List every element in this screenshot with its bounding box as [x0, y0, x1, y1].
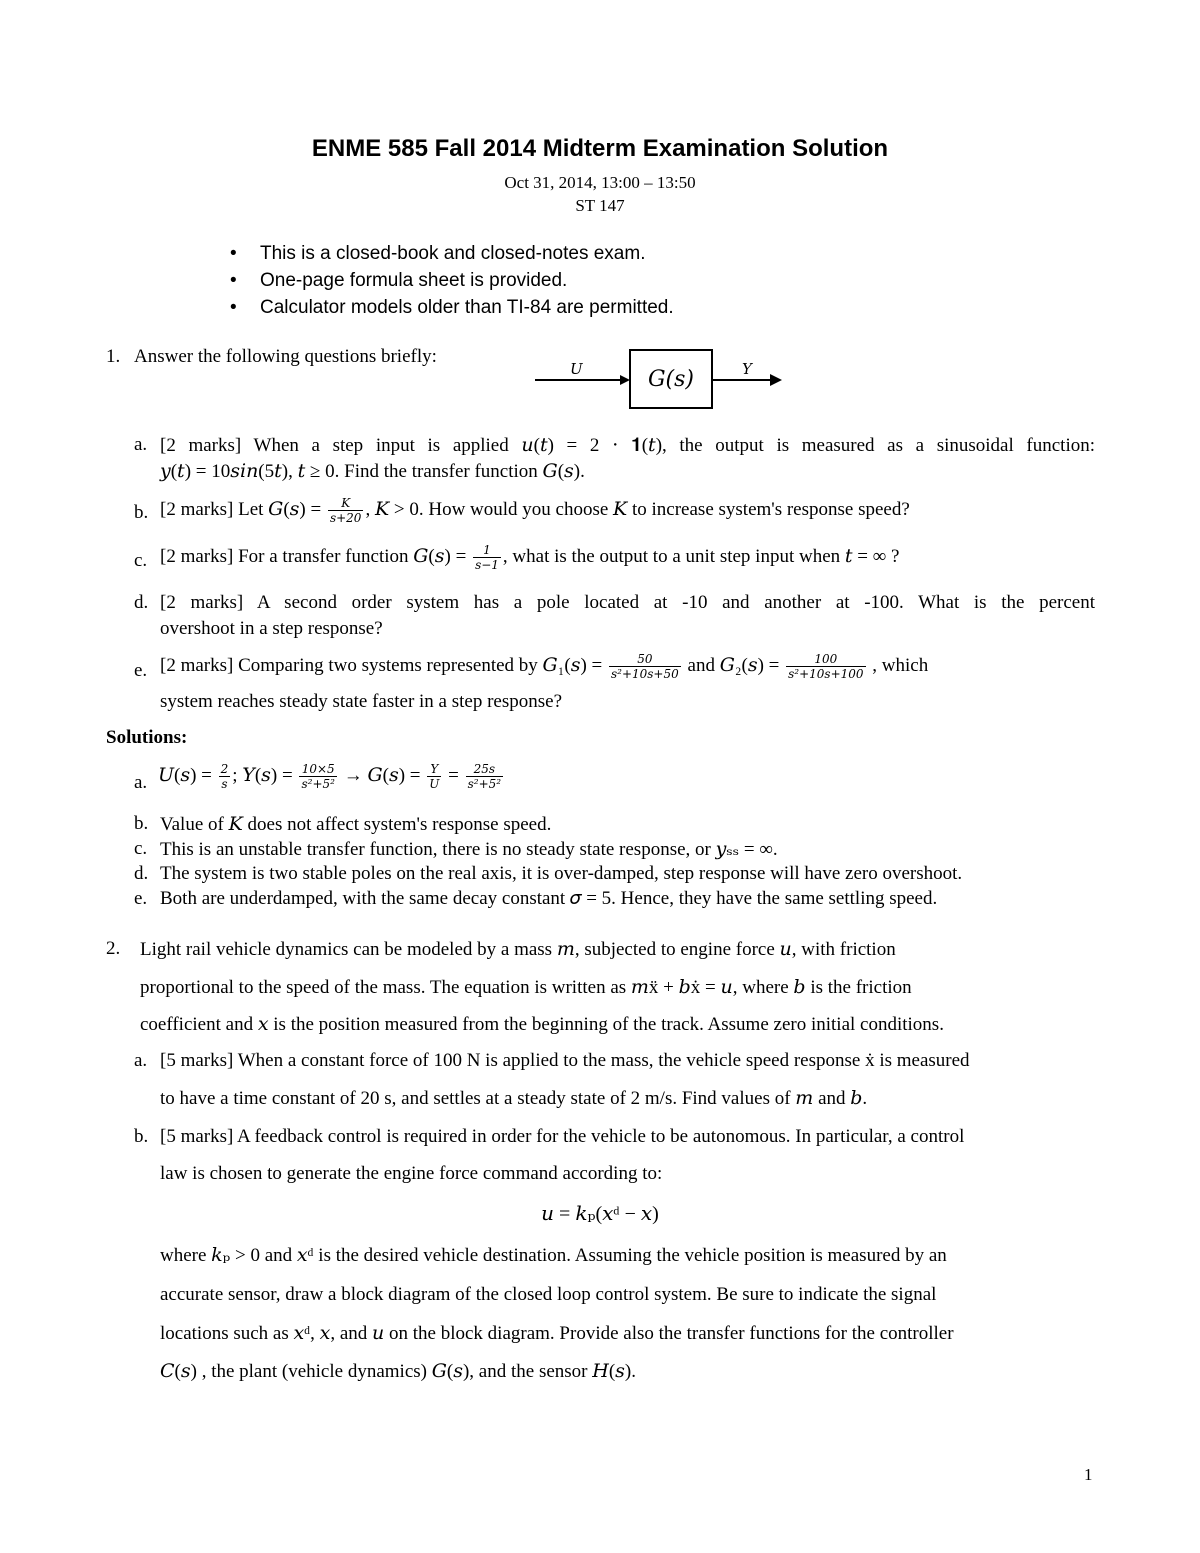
q2-number: 2.: [106, 938, 121, 959]
q2a-label: a.: [134, 1050, 148, 1071]
sol-b-text: Value of 𝐾 does not affect system's response speed.: [160, 814, 552, 835]
exam-room: ST 147: [575, 196, 625, 215]
block-diagram: [520, 340, 800, 420]
sol-e-label: e.: [134, 888, 148, 909]
page-title: ENME 585 Fall 2014 Midterm Examination Solution: [311, 135, 889, 162]
q2b-text-line2: law is chosen to generate the engine force command according to:: [160, 1163, 663, 1184]
sol-c-label: c.: [134, 838, 148, 859]
q1a-text-line1: [2 marks] When a step input is applied 𝑢(𝑡) = 2 ⋅ 𝟏(𝑡), the output is measured as a sinusoidal function:: [160, 435, 1095, 456]
exam-date: Oct 31, 2014, 13:00 – 13:50: [504, 173, 696, 192]
fraction: $\frac{K}{s+20}$: [329, 496, 362, 525]
q1a-text-line2: 𝑦(𝑡) = 10𝑠𝑖𝑛(5𝑡), 𝑡 ≥ 0. Find the transfer function 𝐺(𝑠).: [160, 461, 585, 482]
fraction: $\frac{50}{\text{s²+10s+50}}$: [610, 652, 679, 681]
q1d-text-line2: overshoot in a step response?: [160, 618, 383, 639]
q1b-text: [2 marks] Let 𝐺(𝑠) = $\frac{K}{s+20}$ , 𝐾 > 0. How would you choose 𝐾 to increase system's response speed?: [160, 496, 910, 525]
fraction: $\frac{1}{s-1}$: [475, 543, 499, 572]
q1e-text-line1: [2 marks] Comparing two systems represented by 𝐺₁(𝑠) = $\frac{50}{\text{s²+10s+50}}$ and 𝐺₂(𝑠) = $\frac{100}{\text{s²+10s+100}}$ , which: [160, 652, 929, 681]
q2b-text-line5: locations such as 𝑥ᵈ, 𝑥, and 𝑢 on the block diagram. Provide also the transfer functions for the controller: [160, 1323, 954, 1344]
sol-a-label: a.: [134, 772, 148, 793]
sol-c-text: This is an unstable transfer function, there is no steady state response, or 𝑦ₛₛ = ∞.: [160, 839, 778, 860]
q2b-text-line3: where 𝑘ₚ > 0 and 𝑥ᵈ is the desired vehicle destination. Assuming the vehicle position is measured by an: [160, 1245, 947, 1266]
fraction: $\frac{10\times 5}{\text{s²+5²}}$: [301, 762, 335, 791]
q2a-text-line2: to have a time constant of 20 s, and settles at a steady state of 2 m/s. Find values of 𝑚 and 𝑏.: [160, 1088, 868, 1109]
fraction: $\frac{Y}{U}$: [429, 762, 440, 791]
q1d-label: d.: [134, 592, 149, 613]
output-label: Y: [742, 360, 752, 378]
rule-item: • This is a closed-book and closed-notes exam.: [230, 243, 646, 264]
rule-item: • One-page formula sheet is provided.: [230, 270, 568, 291]
q1e-label: e.: [134, 660, 148, 681]
solutions-heading: Solutions:: [106, 727, 188, 748]
q2b-label: b.: [134, 1126, 149, 1147]
q1a-label: a.: [134, 434, 148, 455]
q1c-text: [2 marks] For a transfer function 𝐺(𝑠) = $\frac{1}{s-1}$ , what is the output to a unit step input when 𝑡 = ∞ ?: [160, 543, 900, 572]
sol-b-label: b.: [134, 813, 149, 834]
page-number: 1: [1084, 1465, 1093, 1484]
q1-intro: Answer the following questions briefly:: [134, 346, 437, 367]
q2-text-line1: Light rail vehicle dynamics can be modeled by a mass 𝑚, subjected to engine force 𝑢, with friction: [140, 939, 896, 960]
block-label: G(s): [647, 367, 695, 392]
input-label: U: [570, 360, 583, 378]
fraction: $\frac{100}{\text{s²+10s+100}}$: [788, 652, 864, 681]
fraction: $\frac{25s}{\text{s²+5²}}$: [467, 762, 502, 791]
q1d-text-line1: [2 marks] A second order system has a pole located at -10 and another at -100. What is the percent: [160, 592, 1095, 613]
q2b-text-line6: 𝐶(𝑠) , the plant (vehicle dynamics) 𝐺(𝑠), and the sensor 𝐻(𝑠).: [160, 1361, 636, 1382]
q2-text-line2: proportional to the speed of the mass. The equation is written as 𝑚ẍ + 𝑏ẋ = 𝑢, where 𝑏 is the friction: [140, 977, 912, 998]
q2a-text-line1: [5 marks] When a constant force of 100 N is applied to the mass, the vehicle speed response ẋ is measured: [160, 1050, 970, 1071]
bullet-icon: •: [230, 270, 237, 291]
q2b-text-line4: accurate sensor, draw a block diagram of the closed loop control system. Be sure to indicate the signal: [160, 1284, 937, 1305]
fraction: $\frac{2}{s}$: [220, 762, 229, 791]
control-law-equation: 𝑢 = 𝑘ₚ(𝑥ᵈ − 𝑥): [541, 1203, 659, 1225]
bullet-icon: •: [230, 297, 237, 318]
output-arrowhead-icon: [770, 374, 782, 386]
q2-text-line3: coefficient and 𝑥 is the position measured from the beginning of the track. Assume zero initial conditions.: [140, 1014, 944, 1035]
q2b-text-line1: [5 marks] A feedback control is required in order for the vehicle to be autonomous. In particular, a control: [160, 1126, 965, 1147]
q1-number: 1.: [106, 346, 121, 367]
sol-d-label: d.: [134, 863, 149, 884]
sol-d-text: The system is two stable poles on the real axis, it is over-damped, step response will have zero overshoot.: [160, 863, 963, 884]
q1b-label: b.: [134, 502, 149, 523]
q1e-text-line2: system reaches steady state faster in a step response?: [160, 691, 563, 712]
bullet-icon: •: [230, 243, 237, 264]
q1c-label: c.: [134, 550, 148, 571]
sol-a-text: 𝑈(𝑠) = $\frac{2}{s}$ ; 𝑌(𝑠) = $\frac{10\times 5}{\text{s²+5²}}$ → 𝐺(𝑠) = $\frac{Y}{U}$ = $\frac{25s}{\text{s²+5²}}$: [158, 762, 502, 791]
input-arrowhead-icon: [620, 375, 630, 385]
rule-item: • Calculator models older than TI-84 are permitted.: [230, 297, 674, 318]
sol-e-text: Both are underdamped, with the same decay constant 𝜎 = 5. Hence, they have the same settling speed.: [160, 888, 938, 909]
